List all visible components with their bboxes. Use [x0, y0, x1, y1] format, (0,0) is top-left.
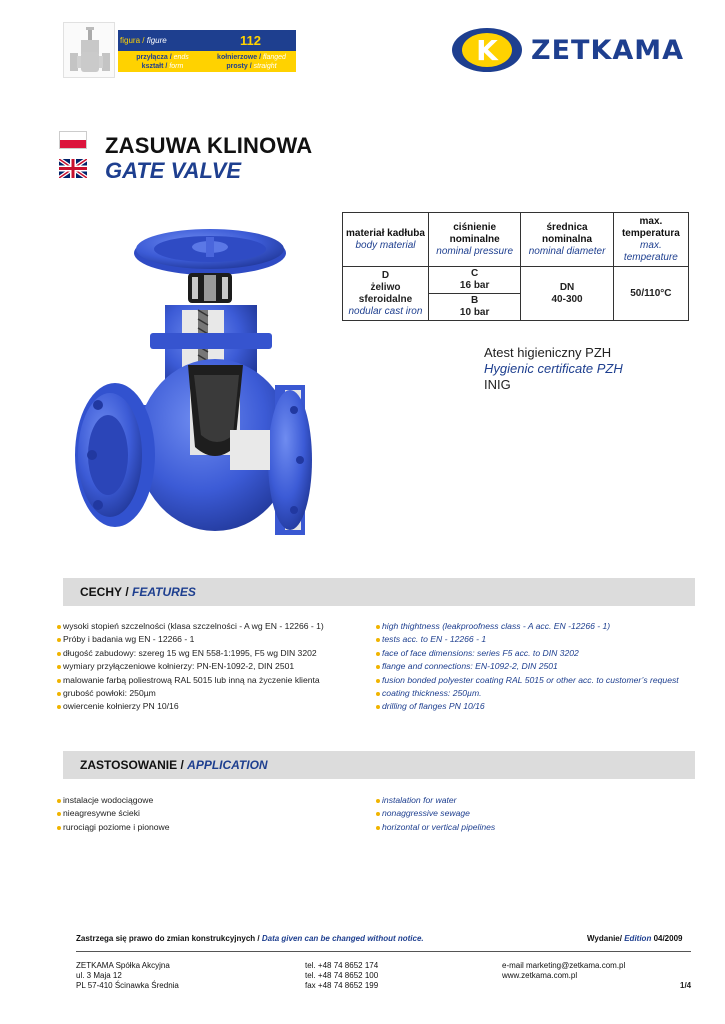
company-phones: tel. +48 74 8652 174 tel. +48 74 8652 100 fax +48 74 8652 199: [305, 961, 379, 990]
svg-text:K: K: [476, 34, 498, 67]
figure-label: figura / figure: [120, 36, 167, 45]
cell-pressure-b: B 10 bar: [428, 294, 520, 321]
list-item: nieagresywne ścieki: [57, 807, 170, 820]
certificate-en: Hygienic certificate PZH: [484, 361, 623, 376]
uk-flag-icon: [59, 159, 87, 178]
email-link[interactable]: e-mail marketing@zetkama.com.pl: [502, 961, 626, 970]
list-item: nonaggressive sewage: [376, 807, 495, 820]
cell-diameter: DN 40-300: [521, 267, 613, 321]
cell-material: D żeliwo sferoidalne nodular cast iron: [343, 267, 429, 321]
edition-info: Wydanie/ Edition 04/2009: [587, 934, 683, 943]
application-list-pl: [57, 794, 170, 834]
cell-temperature: 50/110°C: [613, 267, 688, 321]
features-list-pl: [57, 620, 324, 714]
list-item: drilling of flanges PN 10/16: [376, 700, 679, 713]
certificates: [484, 345, 623, 393]
list-item: wymiary przyłączeniowe kołnierzy: PN-EN-1092-2, DIN 2501: [57, 660, 324, 673]
page-title-pl: ZASUWA KLINOWA: [105, 133, 313, 158]
list-item: długość zabudowy: szereg 15 wg EN 558-1:1995, F5 wg DIN 3202: [57, 647, 324, 660]
figure-number: 112: [240, 33, 261, 48]
logo-wordmark: ZETKAMA: [531, 34, 685, 66]
list-item: wysoki stopień szczelności (klasa szczelności - A wg EN - 12266 - 1): [57, 620, 324, 633]
footer-divider: [76, 951, 691, 952]
header-nominal-diameter: średnica nominalna nominal diameter: [521, 213, 613, 267]
page-number: 1/4: [680, 981, 692, 990]
company-contact: [502, 961, 625, 981]
list-item: Próby i badania wg EN - 12266 - 1: [57, 633, 324, 646]
product-thumbnail: [63, 22, 115, 78]
application-list-en: [376, 794, 495, 834]
valve-thumbnail-icon: [64, 23, 116, 79]
list-item: horizontal or vertical pipelines: [376, 821, 495, 834]
zetkama-logo: [451, 26, 705, 74]
certificate-inig: INIG: [484, 377, 511, 392]
header-nominal-pressure: ciśnienie nominalne nominal pressure: [428, 213, 520, 267]
list-item: flange and connections: EN-1092-2, DIN 2501: [376, 660, 679, 673]
list-item: high thightness (leakproofness class - A acc. EN -12266 - 1): [376, 620, 679, 633]
list-item: malowanie farbą poliestrową RAL 5015 lub inną na życzenie klienta: [57, 674, 324, 687]
certificate-pl: Atest higieniczny PZH: [484, 345, 612, 360]
website-link[interactable]: www.zetkama.com.pl: [502, 971, 578, 980]
change-notice: Zastrzega się prawo do zmian konstrukcyjnych / Data given can be changed without notice.: [76, 934, 424, 943]
polish-flag-icon: [59, 131, 87, 149]
features-heading: CECHY / FEATURES: [63, 578, 695, 606]
list-item: owiercenie kołnierzy PN 10/16: [57, 700, 324, 713]
list-item: rurociągi poziome i pionowe: [57, 821, 170, 834]
ends-form-values: kołnierzowe / flanged prosty / straight: [217, 54, 286, 70]
company-address: ZETKAMA Spółka Akcyjna ul. 3 Maja 12 PL 57-410 Ścinawka Średnia: [76, 961, 179, 990]
list-item: coating thickness: 250µm.: [376, 687, 679, 700]
header-body-material: materiał kadłuba body material: [343, 213, 429, 267]
cell-pressure-c: C 16 bar: [428, 267, 520, 294]
list-item: grubość powłoki: 250µm: [57, 687, 324, 700]
list-item: instalacje wodociągowe: [57, 794, 170, 807]
features-list-en: [376, 620, 679, 714]
header-max-temperature: max. temperatura max. temperature: [613, 213, 688, 267]
gate-valve-illustration: [70, 215, 320, 555]
list-item: tests acc. to EN - 12266 - 1: [376, 633, 679, 646]
list-item: fusion bonded polyester coating RAL 5015 or other acc. to customer’s request: [376, 674, 679, 687]
list-item: instalation for water: [376, 794, 495, 807]
list-item: face of face dimensions: series F5 acc. to DIN 3202: [376, 647, 679, 660]
application-heading: ZASTOSOWANIE / APPLICATION: [63, 751, 695, 779]
zetkama-logo-icon: [451, 27, 523, 73]
page-title-en: GATE VALVE: [105, 158, 242, 183]
ends-form-labels: przyłącza / ends kształt / form: [136, 54, 189, 70]
figure-info-box: [118, 30, 296, 72]
spec-table: [342, 212, 689, 321]
